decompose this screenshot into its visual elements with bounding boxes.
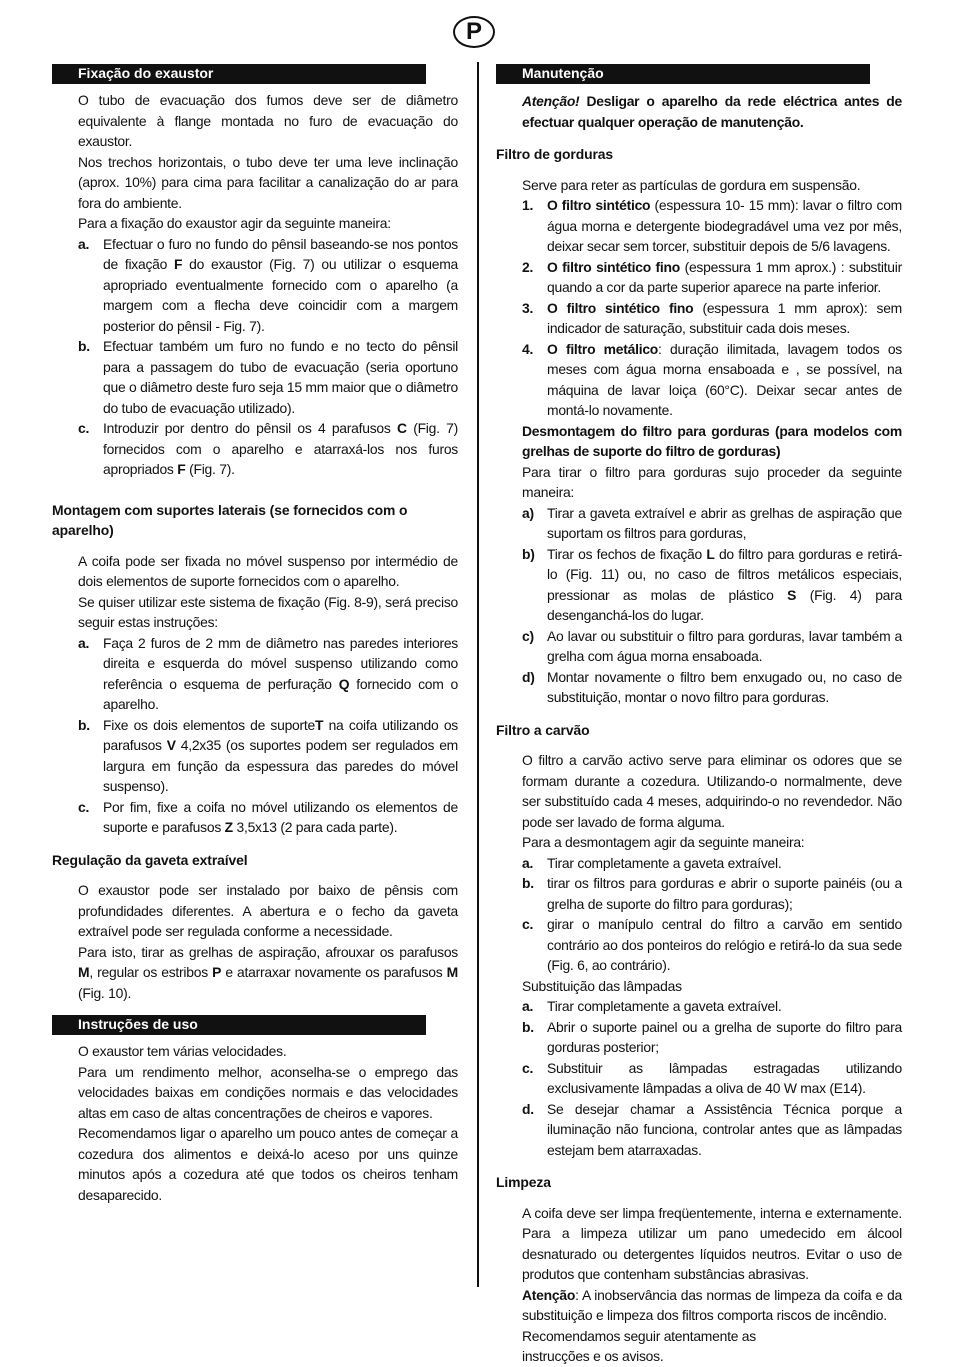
list-item [496, 626, 902, 667]
paragraph: O filtro a carvão activo serve para eliminar os odores que se formam durante a cozedura. Utilizando-o normalmente, deve ser substituído cada 4 meses, adquirindo-o no revendedor. Não pode ser lavado de forma alguma. [522, 752, 902, 830]
section-instrucoes-body [52, 1041, 458, 1205]
subsection-desmontagem [496, 421, 902, 503]
list-item [496, 1017, 902, 1058]
list-text: Por fim, fixe a coifa no móvel utilizando os elementos de suporte e parafusos Z 3,5x13 (2 para cada parte). [103, 798, 458, 835]
section-title-montagem: Montagem com suportes laterais (se fornecidos com o aparelho) [52, 501, 408, 538]
list-item [52, 715, 458, 797]
right-column [496, 64, 902, 1367]
list-item [52, 234, 458, 337]
list-marker: a) [522, 504, 534, 521]
section-title-filtro-carvao: Filtro a carvão [496, 721, 590, 738]
paragraph: Substituição das lâmpadas [522, 977, 682, 994]
paragraph: Para a fixação do exaustor agir da seguinte maneira: [78, 215, 391, 231]
list-item [496, 853, 902, 874]
list-marker: 4. [522, 340, 534, 357]
section-title-instrucoes: Instruções de uso [52, 1015, 426, 1035]
paragraph: Se quiser utilizar este sistema de fixação (Fig. 8-9), será preciso seguir estas instruções: [78, 593, 458, 630]
list-text: Tirar completamente a gaveta extraível. [547, 998, 782, 1014]
list-marker: c) [522, 627, 534, 644]
list-marker: b. [78, 338, 90, 354]
list-text: O filtro sintético fino (espessura 1 mm aprox.) : substituir quando a cor da parte superior aparece na parte inferior. [547, 258, 902, 295]
list-text: Substituir as lâmpadas estragadas utilizando exclusivamente lâmpadas a oliva de 40 W max (E14). [547, 1059, 902, 1096]
list-text: Efectuar o furo no fundo do pênsil baseando-se nos pontos de fixação F do exaustor (Fig. 7) ou utilizar o esquema apropriado eventualmente fornecido com o aparelho (a margem com a flecha deve coincidir com a margem posterior do pênsil - Fig. 7). [103, 235, 458, 334]
list-text: Tirar os fechos de fixação L do filtro para gorduras e retirá-lo (Fig. 11) ou, no caso de filtros metálicos especiais, pressionar as molas de plástico S (Fig. 4) para desenganchá-los do lugar. [547, 545, 902, 623]
list-marker: d. [522, 1100, 534, 1117]
paragraph: A coifa pode ser fixada no móvel suspenso por intermédio de dois elementos de suporte fornecidos com o aparelho. [78, 552, 458, 589]
list-item [496, 914, 902, 976]
list-text: Montar novamente o filtro bem enxugado ou, no caso de substituição, montar o novo filtro para gorduras. [547, 668, 902, 705]
list-marker: 2. [522, 258, 534, 275]
section-carvao-body [496, 750, 902, 853]
section-title-fixacao: Fixação do exaustor [52, 64, 426, 84]
list-item [496, 195, 902, 257]
list-text: Efectuar também um furo no fundo e no tecto do pênsil para a passagem do tubo de evacuação (seria oportuno que o diâmetro deste furo seja 15 mm maior que o diâmetro do tubo de evacuação utilizado). [103, 338, 458, 416]
paragraph: Recomendamos ligar o aparelho um pouco antes de começar a cozedura dos alimentos e deixá-lo aceso por uns quinze minutos após a cozedura até que todos os cheiros tenham desaparecido. [78, 1125, 458, 1203]
list-marker: a. [522, 998, 534, 1014]
list-marker: 3. [522, 299, 534, 316]
language-badge-letter: P [465, 18, 482, 45]
list-marker: b. [522, 1018, 534, 1035]
paragraph: Nos trechos horizontais, o tubo deve ter uma leve inclinação (aprox. 10%) para cima para facilitar a canalização do ar para fora do ambiente. [78, 153, 458, 211]
section-title-manutencao: Manutenção [496, 64, 870, 84]
list-item [52, 418, 458, 480]
list-marker: a. [78, 235, 90, 252]
list-text: Tirar a gaveta extraível e abrir as grelhas de aspiração que suportam os filtros para gorduras, [547, 504, 902, 541]
list-item [52, 633, 458, 715]
paragraph: Para um rendimento melhor, aconselha-se o emprego das velocidades baixas em condições normais e das velocidades altas em caso de altas concentrações de cheiros e vapores. [78, 1063, 458, 1121]
list-marker: c. [78, 798, 90, 815]
list-item [496, 298, 902, 339]
list-item [496, 996, 902, 1017]
list-text: Tirar completamente a gaveta extraível. [547, 854, 782, 871]
list-marker: c. [522, 916, 534, 932]
paragraph: Atenção: A inobservância das normas de limpeza da coifa e da substituição e limpeza dos filtros comporta riscos de incêndio. [522, 1286, 902, 1323]
list-text: O filtro sintético fino (espessura 1 mm aprox): sem indicador de saturação, substituir cada dois meses. [547, 299, 902, 336]
subsection-title: Desmontagem do filtro para gorduras (para modelos com grelhas de suporte do filtro de gorduras) [522, 422, 902, 459]
list-text: O filtro sintético (espessura 10- 15 mm): lavar o filtro com água morna e detergente biodegradável uma vez por mês, deixar secar sem torcer, substituir depois de 5/6 lavagens. [547, 197, 903, 254]
list-marker: c. [522, 1059, 534, 1076]
paragraph: Recomendamos seguir atentamente as [522, 1327, 756, 1344]
list-text: Introduzir por dentro do pênsil os 4 parafusos C (Fig. 7) fornecidos com o aparelho e atarraxá-los nos furos apropriados F (Fig. 7). [103, 420, 458, 477]
list-item [52, 797, 458, 838]
paragraph: O exaustor tem várias velocidades. [78, 1043, 287, 1059]
list-marker: b) [522, 545, 535, 562]
list-item [496, 667, 902, 708]
left-column [52, 64, 458, 1205]
list-item [496, 873, 902, 914]
paragraph: Serve para reter as partículas de gordura em suspensão. [522, 176, 861, 193]
list-item [496, 1058, 902, 1099]
list-text: girar o manípulo central do filtro a carvão em sentido contrário ao dos ponteiros do relógio e retirá-lo da sua sede (Fig. 6, ao contrário). [547, 916, 902, 973]
list-item [496, 503, 902, 544]
list-text: Se desejar chamar a Assistência Técnica porque a iluminação não funciona, controlar antes que as lâmpadas estejam bem atarraxadas. [547, 1100, 902, 1158]
paragraph: O exaustor pode ser instalado por baixo de pênsis com profundidades diferentes. A abertura e o fecho da gaveta extraível pode ser regulada conforme a necessidade. [78, 882, 458, 939]
column-divider [477, 62, 479, 1287]
section-title-limpeza: Limpeza [496, 1174, 551, 1190]
section-regulacao-body [52, 880, 458, 1003]
paragraph: instrucções e os avisos. [522, 1348, 664, 1364]
list-marker: a. [78, 634, 90, 651]
paragraph: Para a desmontagem agir da seguinte maneira: [522, 834, 805, 850]
list-marker: 1. [522, 197, 534, 213]
list-text: Faça 2 furos de 2 mm de diâmetro nas paredes interiores direita e esquerda do móvel suspenso utilizando como referência o esquema de perfuração Q fornecido com o aparelho. [103, 634, 458, 712]
list-item [496, 257, 902, 298]
paragraph: Para isto, tirar as grelhas de aspiração, afrouxar os parafusos M, regular os estribos P e atarraxar novamente os parafusos M (Fig. 10). [78, 943, 458, 1001]
list-marker: c. [78, 420, 90, 436]
list-text: O filtro metálico: duração ilimitada, lavagem todos os meses com água morna ensaboada e , se possível, na máquina de lavar loiça (60°C). Deixar secar antes de montá-lo novamente. [547, 340, 902, 418]
section-limpeza-body [496, 1203, 902, 1367]
warning-text: Atenção! Desligar o aparelho da rede eléctrica antes de efectuar qualquer operação de manutenção. [522, 93, 902, 130]
list-marker: d) [522, 668, 535, 685]
paragraph: Para tirar o filtro para gorduras sujo proceder da seguinte maneira: [522, 463, 902, 500]
list-text: Abrir o suporte painel ou a grelha de suporte do filtro para gorduras posterior; [547, 1018, 902, 1055]
list-item [52, 336, 458, 418]
section-fixacao-body [52, 90, 458, 234]
paragraph: O tubo de evacuação dos fumos deve ser de diâmetro equivalente à flange montada no furo de evacuação do exaustor. [78, 92, 458, 149]
section-montagem-body [52, 551, 458, 633]
list-text: tirar os filtros para gorduras e abrir o suporte painéis (ou a grelha de suporte do filtro para gorduras); [547, 875, 902, 912]
section-title-regulacao: Regulação da gaveta extraível [52, 851, 248, 868]
list-item [496, 339, 902, 421]
list-item [496, 544, 902, 626]
paragraph: A coifa deve ser limpa freqüentemente, interna e externamente. Para a limpeza utilizar um pano umedecido em álcool desnaturado ou detergentes líquidos neutros. Evitar o uso de produtos que contenham substâncias abrasivas. [522, 1204, 902, 1282]
section-title-filtro-gorduras: Filtro de gorduras [496, 146, 614, 162]
list-marker: b. [522, 875, 534, 891]
section-filtro-body [496, 175, 902, 196]
list-item [496, 1099, 902, 1161]
list-text: Fixe os dois elementos de suporteT na coifa utilizando os parafusos V 4,2x35 (os suportes podem ser regulados em largura em função da espessura das paredes do móvel suspenso). [103, 716, 459, 794]
list-text: Ao lavar ou substituir o filtro para gorduras, lavar também a grelha com água morna ensaboada. [547, 627, 902, 664]
list-marker: b. [78, 716, 90, 733]
language-badge-p [453, 16, 495, 48]
list-marker: a. [522, 854, 534, 871]
subsection-lampadas [496, 976, 902, 997]
